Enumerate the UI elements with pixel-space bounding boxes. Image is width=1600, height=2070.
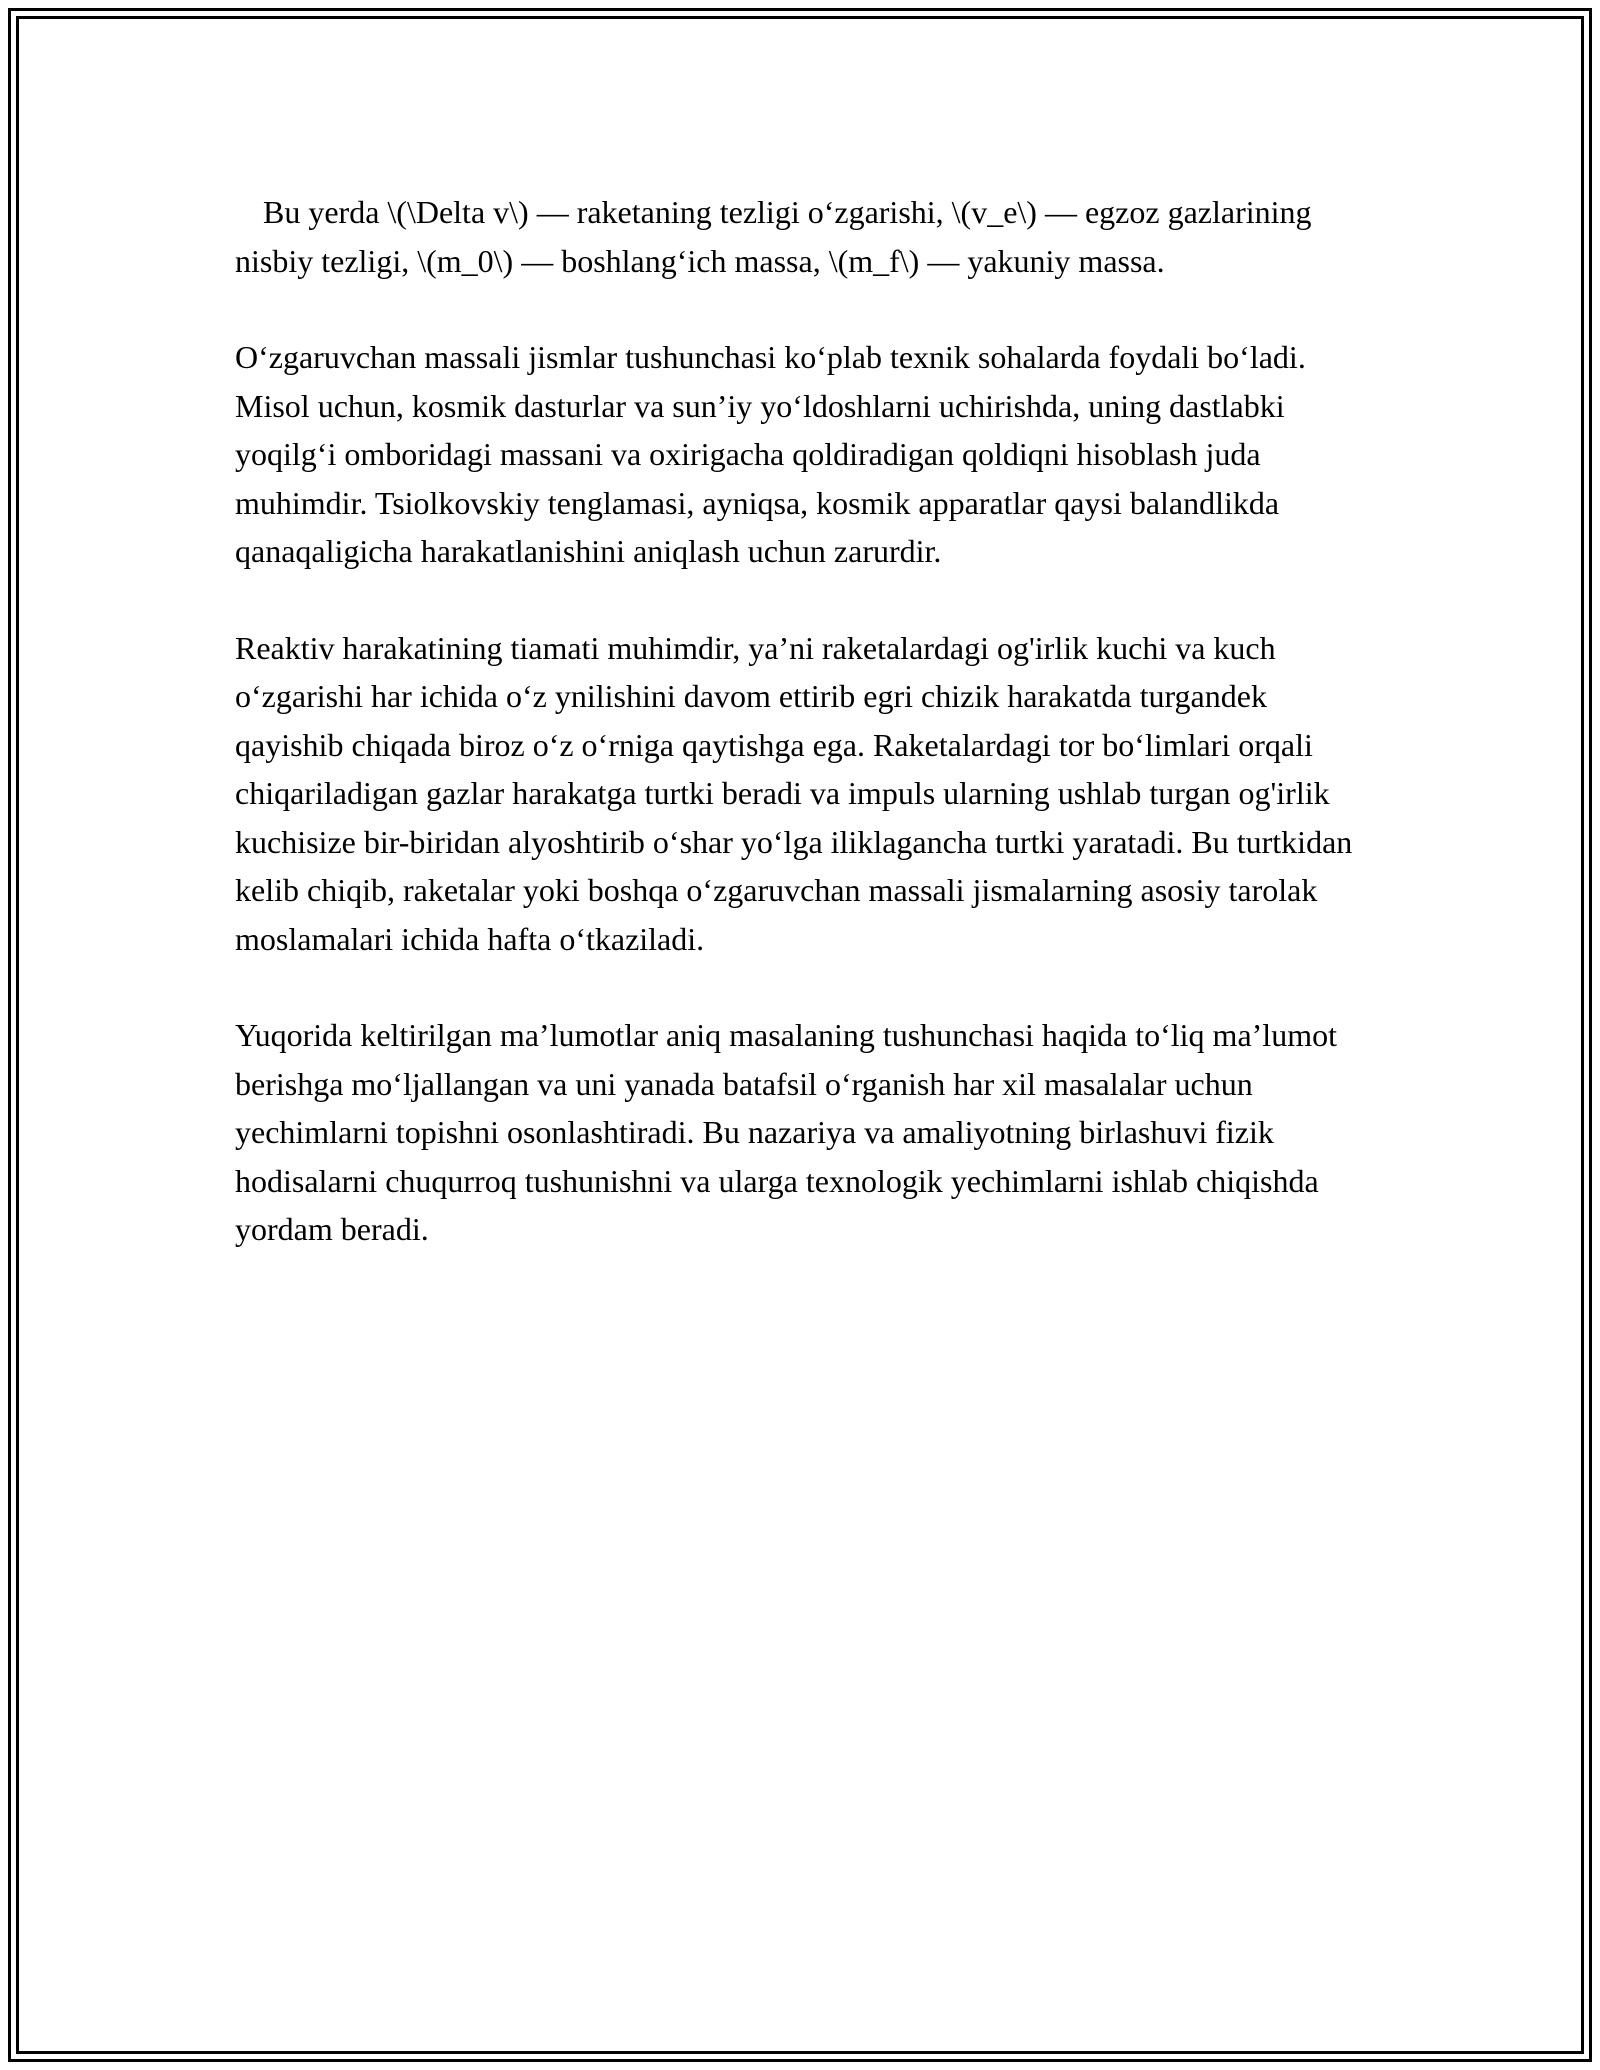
document-body bbox=[235, 188, 1375, 1302]
paragraph-conclusion: Yuqorida keltirilgan ma’lumotlar aniq masalaning tushunchasi haqida to‘liq ma’lumot berishga mo‘ljallangan va uni yanada batafsil o‘rganish har xil masalalar uchun yechimlarni topishni osonlashtiradi. Bu nazariya va amaliyotning birlashuvi fizik hodisalarni chuqurroq tushunishni va ularga texnologik yechimlarni ishlab chiqishda yordam beradi. bbox=[235, 1017, 1337, 1247]
paragraph-formula-explanation: Bu yerda \(\Delta v\) — raketaning tezligi o‘zgarishi, \(v_e\) — egzoz gazlarining nisbiy tezligi, \(m_0\) — boshlang‘ich massa, \(m_f\) — yakuniy massa. bbox=[235, 194, 1312, 279]
paragraph-variable-mass-applications: O‘zgaruvchan massali jismlar tushunchasi ko‘plab texnik sohalarda foydali bo‘ladi. Misol uchun, kosmik dasturlar va sun’iy yo‘ldoshlarni uchirishda, uning dastlabki yoqilg‘i omboridagi massani va oxirigacha qoldiradigan qoldiqni hisoblash juda muhimdir. Tsiolkovskiy tenglamasi, ayniqsa, kosmik apparatlar qaysi balandlikda qanaqaligicha harakatlanishini aniqlash uchun zarurdir. bbox=[235, 339, 1306, 569]
paragraph-reactive-motion: Reaktiv harakatining tiamati muhimdir, ya’ni raketalardagi og'irlik kuchi va kuch o‘zgarishi har ichida o‘z ynilishini davom ettirib egri chizik harakatda turgandek qayishib chiqada biroz o‘z o‘rniga qaytishga ega. Raketalardagi tor bo‘limlari orqali chiqariladigan gazlar harakatga turtki beradi va impuls ularning ushlab turgan og'irlik kuchisize bir-biridan alyoshtirib o‘shar yo‘lga iliklagancha turtki yaratadi. Bu turtkidan kelib chiqib, raketalar yoki boshqa o‘zgaruvchan massali jismalarning asosiy tarolak moslamalari ichida hafta o‘tkaziladi. bbox=[235, 629, 1353, 957]
